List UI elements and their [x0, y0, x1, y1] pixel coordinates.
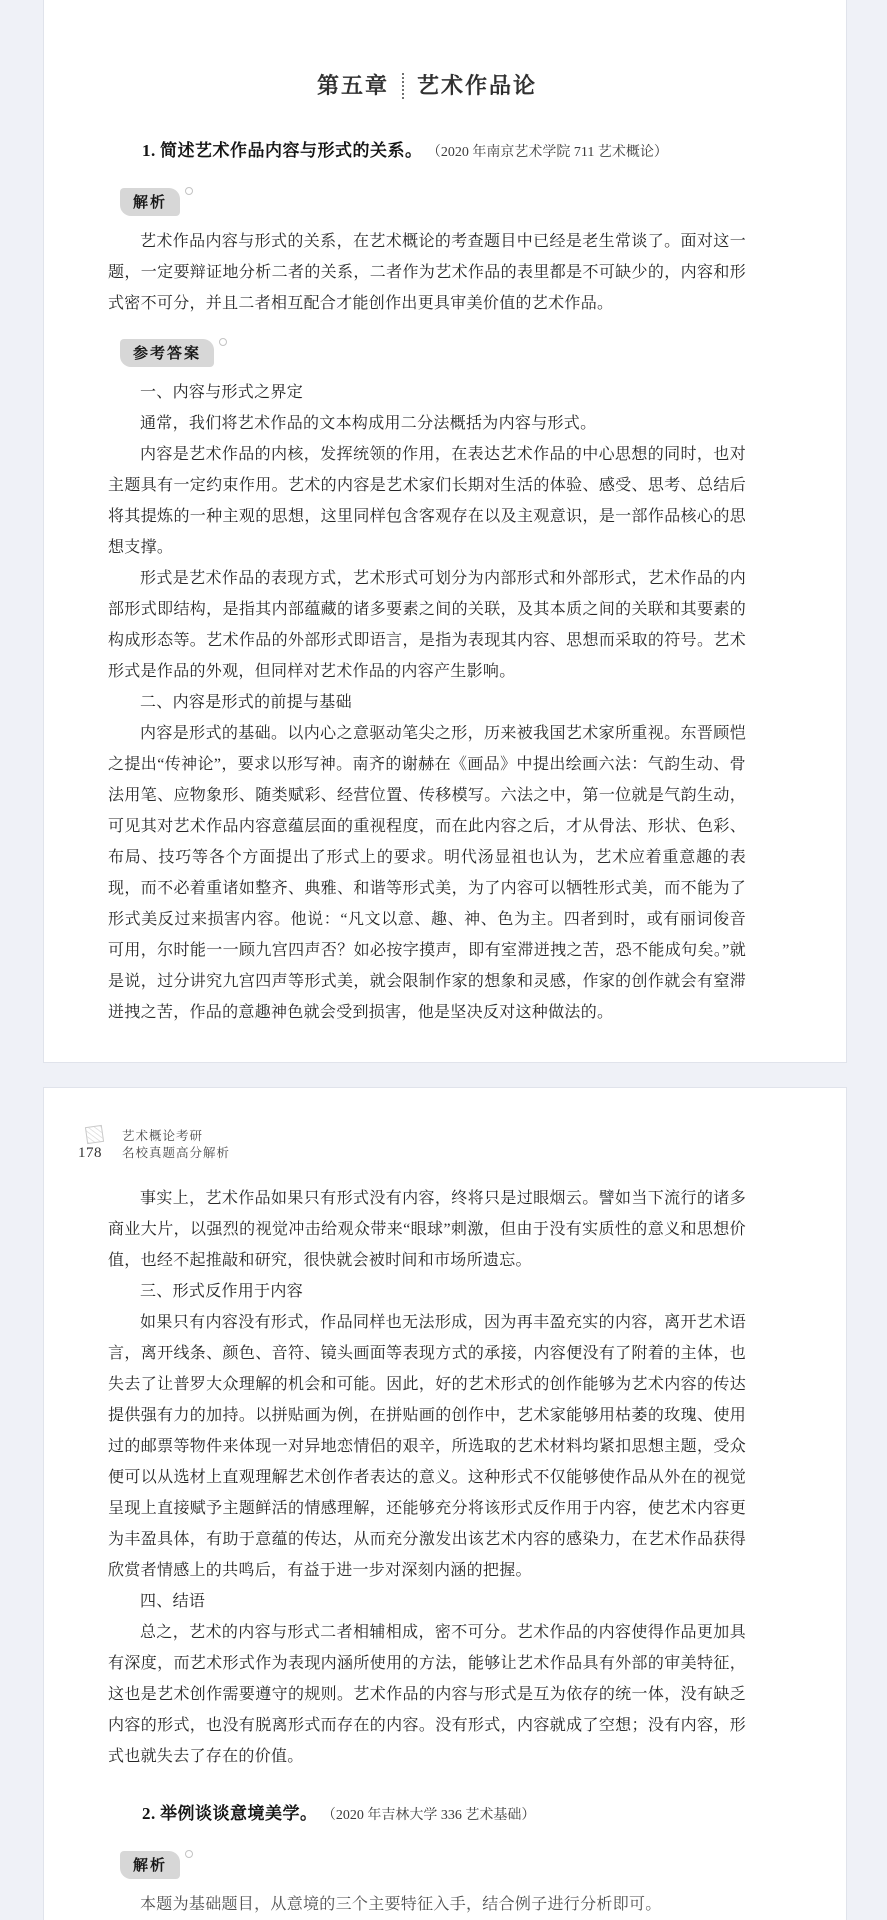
badge-ring-icon [185, 1850, 193, 1858]
page-header [44, 1088, 846, 1162]
section-3-heading: 三、形式反作用于内容 [140, 1283, 304, 1300]
chapter-number: 第五章 [316, 73, 389, 98]
answer-badge-row [108, 339, 746, 367]
question-2-source: （2020 年吉林大学 336 艺术基础） [321, 1808, 536, 1823]
section-1-heading: 一、内容与形式之界定 [140, 384, 304, 401]
question-2-text: 举例谈谈意境美学。 [160, 1804, 318, 1823]
dotted-divider [402, 73, 404, 99]
analysis-paragraph: 艺术作品内容与形式的关系，在艺术概论的考查题目中已经是老生常谈了。面对这一题，一定要辩证地分析二者的关系，二者作为艺术作品的表里都是不可缺少的，内容和形式密不可分，并且二者相互配合才能创作出更具审美价值的艺术作品。 [108, 233, 746, 312]
paragraph: 事实上，艺术作品如果只有形式没有内容，终将只是过眼烟云。譬如当下流行的诸多商业大片，以强烈的视觉冲击给观众带来“眼球”刺激，但由于没有实质性的意义和思想价值，也经不起推敲和研究，很快就会被时间和市场所遗忘。 [108, 1190, 746, 1269]
section-2-heading: 二、内容是形式的前提与基础 [140, 694, 352, 711]
paragraph: 形式是艺术作品的表现方式，艺术形式可划分为内部形式和外部形式，艺术作品的内部形式即结构，是指其内部蕴藏的诸多要素之间的关联，及其本质之间的关联和其要素的构成形态等。艺术作品的外部形式即语言，是指为表现其内容、思想而采取的符号。艺术形式是作品的外观，但同样对艺术作品的内容产生影响。 [108, 570, 746, 680]
badge-ring-icon [219, 338, 227, 346]
page-number-block [78, 1126, 112, 1162]
analysis-badge: 解析 [120, 1851, 180, 1879]
analysis-badge-row [108, 1851, 746, 1879]
analysis-badge: 解析 [120, 188, 180, 216]
paragraph: 内容是形式的基础。以内心之意驱动笔尖之形，历来被我国艺术家所重视。东晋顾恺之提出“传神论”，要求以形写神。南齐的谢赫在《画品》中提出绘画六法：气韵生动、骨法用笔、应物象形、随类赋彩、经营位置、传移模写。六法之中，第一位就是气韵生动，可见其对艺术作品内容意蕴层面的重视程度，而在此内容之后，才从骨法、形状、色彩、布局、技巧等各个方面提出了形式上的要求。明代汤显祖也认为，艺术应着重意趣的表现，而不必着重诸如整齐、典雅、和谐等形式美，为了内容可以牺牲形式美，而不能为了形式美反过来损害内容。他说：“凡文以意、趣、神、色为主。四者到时，或有丽词俊音可用，尔时能一一顾九宫四声否？如必按字摸声，即有室滞迸拽之苦，恐不能成句矣。”就是说，过分讲究九宫四声等形式美，就会限制作家的想象和灵感，作家的创作就会有窒滞迸拽之苦，作品的意趣神色就会受到损害，他是坚决反对这种做法的。 [108, 725, 746, 1021]
brand-lines [122, 1128, 230, 1162]
page-number: 178 [78, 1145, 102, 1161]
section-4-heading: 四、结语 [140, 1593, 206, 1610]
paragraph: 内容是艺术作品的内核，发挥统领的作用，在表达艺术作品的中心思想的同时，也对主题具有一定约束作用。艺术的内容是艺术家们长期对生活的体验、感受、思考、总结后将其提炼的一种主观的思想，这里同样包含客观存在以及主观意识，是一部作品核心的思想支撑。 [108, 446, 746, 556]
book-page-1 [44, 0, 846, 1062]
answer-badge: 参考答案 [120, 339, 214, 367]
book-page-2 [44, 1088, 846, 1920]
question-1-number: 1. [142, 141, 156, 160]
question-2-number: 2. [142, 1804, 156, 1823]
brand-line-2: 名校真题高分解析 [122, 1146, 231, 1160]
question-1-source: （2020 年南京艺术学院 711 艺术概论） [426, 145, 668, 160]
chapter-title [108, 70, 746, 101]
paragraph: 通常，我们将艺术作品的文本构成用二分法概括为内容与形式。 [140, 415, 597, 432]
chapter-name: 艺术作品论 [417, 73, 538, 98]
paragraph: 总之，艺术的内容与形式二者相辅相成，密不可分。艺术作品的内容使得作品更加具有深度，而艺术形式作为表现内涵所使用的方法，能够让艺术作品具有外部的审美特征，这也是艺术创作需要遵守的规则。艺术作品的内容与形式是互为依存的统一体，没有缺乏内容的形式，也没有脱离形式而存在的内容。没有形式，内容就成了空想；没有内容，形式也就失去了存在的价值。 [108, 1624, 746, 1765]
question-1-text: 简述艺术作品内容与形式的关系。 [160, 141, 423, 160]
badge-ring-icon [185, 187, 193, 195]
analysis-paragraph: 本题为基础题目，从意境的三个主要特征入手，结合例子进行分析即可。 [140, 1896, 662, 1913]
question-1-heading [108, 135, 746, 168]
question-2-heading [108, 1798, 746, 1831]
analysis-badge-row [108, 188, 746, 216]
brand-line-1: 艺术概论考研 [122, 1129, 204, 1143]
paragraph: 如果只有内容没有形式，作品同样也无法形成，因为再丰盈充实的内容，离开艺术语言，离开线条、颜色、音符、镜头画面等表现方式的承接，内容便没有了附着的主体，也失去了让普罗大众理解的机会和可能。因此，好的艺术形式的创作能够为艺术内容的传达提供强有力的加持。以拼贴画为例，在拼贴画的创作中，艺术家能够用枯萎的玫瑰、使用过的邮票等物件来体现一对异地恋情侣的艰辛，所选取的艺术材料均紧扣思想主题，受众便可以从选材上直观理解艺术创作者表达的意义。这种形式不仅能够使作品从外在的视觉呈现上直接赋予主题鲜活的情感理解，还能够充分将该形式反作用于内容，使艺术内容更为丰盈具体，有助于意蕴的传达，从而充分激发出该艺术内容的感染力，在艺术作品获得欣赏者情感上的共鸣后，有益于进一步对深刻内涵的把握。 [108, 1314, 746, 1579]
brand-stamp-icon [85, 1125, 104, 1144]
